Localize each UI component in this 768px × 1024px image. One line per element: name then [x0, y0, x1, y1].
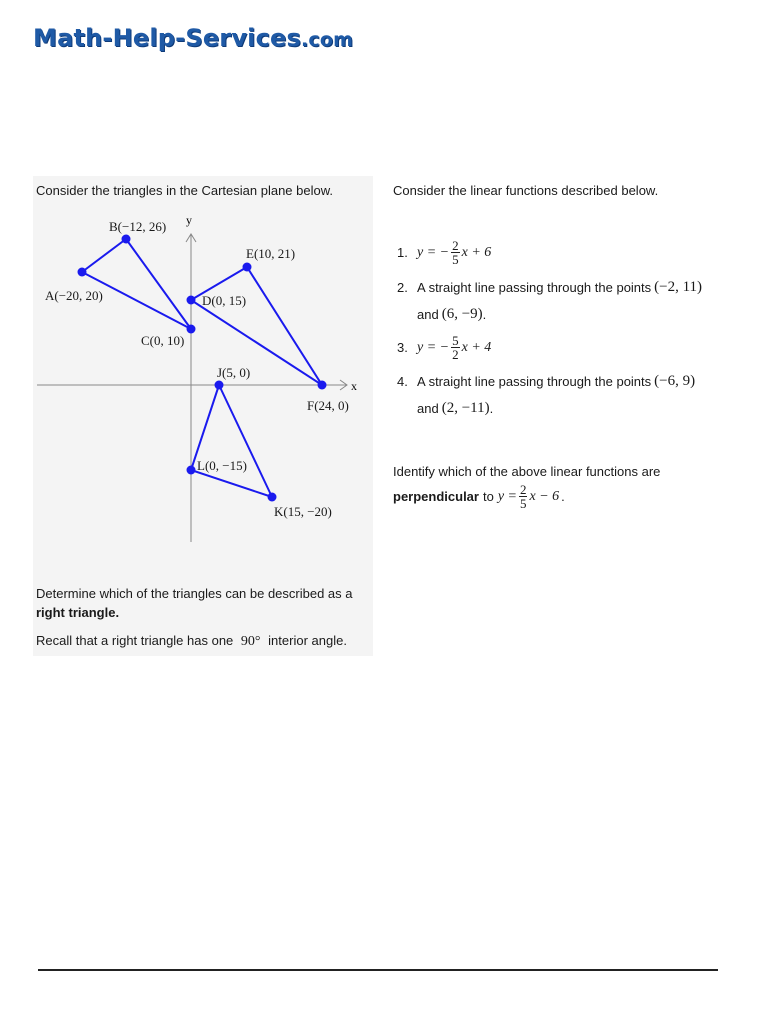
right-triangle-term: right triangle. [36, 605, 120, 620]
point-a [78, 268, 87, 277]
period: . [482, 307, 487, 322]
label-c: C(0, 10) [141, 333, 185, 348]
denominator: 5 [519, 496, 527, 511]
equation-rhs: x + 4 [461, 339, 492, 355]
label-e: E(10, 21) [246, 246, 296, 261]
recall-after: interior angle. [268, 633, 347, 648]
triangles-intro: Consider the triangles in the Cartesian plane below. [36, 183, 334, 198]
point-e [243, 263, 252, 272]
point-j [215, 381, 224, 390]
numerator: 2 [452, 238, 459, 253]
point-c [187, 325, 196, 334]
equation-rhs: x + 6 [461, 244, 492, 260]
function-item-2-cont [417, 306, 486, 323]
function-item-2 [397, 279, 702, 296]
target-rhs: x − 6 [529, 488, 560, 504]
label-j: J(5, 0) [217, 365, 251, 380]
item-number: 2. [397, 280, 408, 295]
point-d [187, 296, 196, 305]
equation-lhs: y = − [417, 339, 450, 355]
period: . [561, 489, 565, 504]
footer-rule [38, 969, 718, 971]
logo-text: Math-Help-Services [33, 24, 301, 52]
linear-functions-problem [385, 176, 730, 516]
label-k: K(15, −20) [274, 504, 332, 519]
x-axis-label: x [351, 379, 357, 393]
label-b: B(−12, 26) [109, 219, 167, 234]
triangles-problem [33, 176, 373, 656]
and-text: and [417, 307, 439, 322]
site-logo[interactable] [33, 24, 353, 52]
equation-lhs: y = − [417, 244, 450, 260]
item-number: 3. [397, 340, 408, 355]
label-l: L(0, −15) [197, 458, 247, 473]
functions-intro: Consider the linear functions described below. [393, 183, 659, 198]
triangle-abc [82, 239, 191, 329]
recall-before: Recall that a right triangle has one [36, 633, 234, 648]
function-item-4-cont [417, 400, 493, 417]
point-f [318, 381, 327, 390]
perpendicular-target [393, 483, 565, 510]
angle-value: 90° [240, 634, 261, 649]
point-coordinates-2: (6, −9) [441, 306, 483, 322]
function-item-1 [397, 239, 491, 266]
denominator: 5 [452, 252, 459, 267]
point-coordinates-2: (2, −11) [441, 400, 490, 416]
period: . [489, 401, 494, 416]
logo-domain: .com [301, 29, 354, 51]
point-k [268, 493, 277, 502]
point-l [187, 466, 196, 475]
numerator: 2 [519, 482, 527, 497]
point-b [122, 235, 131, 244]
point-coordinates: (−6, 9) [654, 373, 696, 389]
y-axis-label: y [186, 213, 192, 227]
denominator: 2 [452, 347, 459, 362]
to-text: to [482, 489, 494, 504]
item-number: 1. [397, 245, 408, 260]
right-triangle-bold-line [36, 605, 119, 620]
point-coordinates: (−2, 11) [654, 279, 703, 295]
perpendicular-term: perpendicular [393, 489, 479, 504]
item-text: A straight line passing through the points [417, 280, 652, 295]
fraction [451, 239, 460, 266]
label-f: F(24, 0) [307, 398, 349, 413]
triangle-jkl [191, 385, 272, 497]
question-text: Determine which of the triangles can be described as a [36, 586, 353, 601]
item-text: A straight line passing through the points [417, 374, 652, 389]
triangle-def [191, 267, 322, 385]
fraction [451, 334, 460, 361]
cartesian-plane [33, 204, 373, 549]
label-a: A(−20, 20) [45, 288, 103, 303]
target-fraction [519, 483, 528, 510]
item-number: 4. [397, 374, 408, 389]
function-item-3 [397, 334, 491, 361]
function-item-4 [397, 373, 695, 390]
and-text: and [417, 401, 439, 416]
right-triangle-question [36, 586, 353, 601]
recall-note [36, 633, 347, 650]
perpendicular-question: Identify which of the above linear functions are [393, 464, 661, 479]
label-d: D(0, 15) [202, 293, 247, 308]
numerator: 5 [452, 333, 459, 348]
target-lhs: y = [497, 488, 517, 504]
